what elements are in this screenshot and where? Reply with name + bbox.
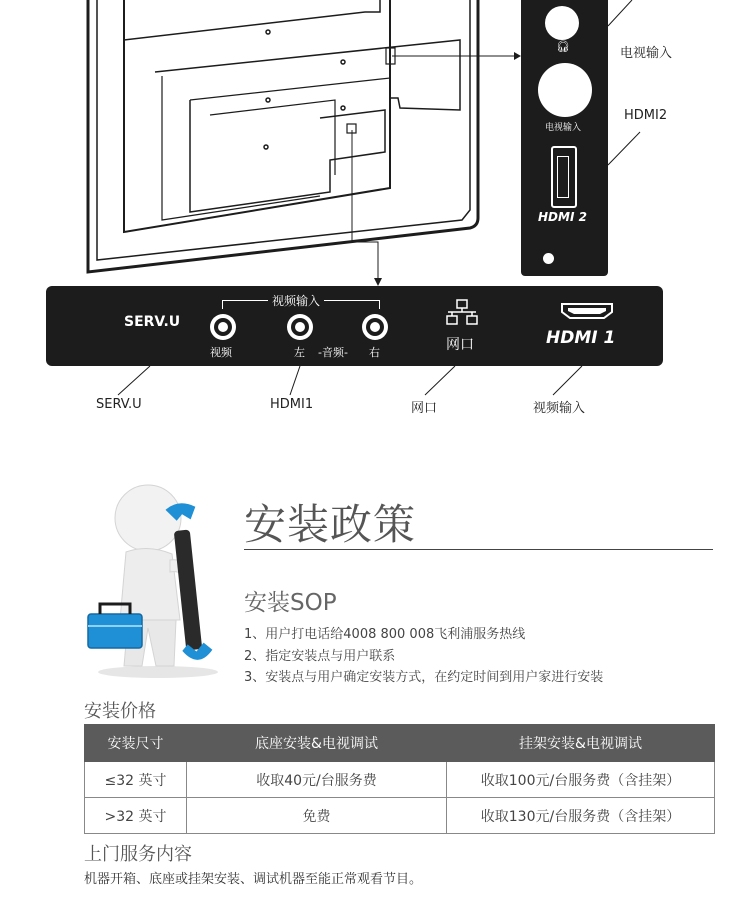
header-size: 安装尺寸 (85, 725, 187, 762)
row-2-base-price: 免费 (187, 798, 447, 834)
callout-hdmi1: HDMI1 (270, 397, 314, 412)
row-1-base-price: 收取40元/台服务费 (187, 762, 447, 798)
table-row (85, 798, 715, 834)
strip-video-input-label: 视频输入 (268, 292, 324, 309)
side-connector-panel (521, 0, 608, 276)
rca-audio-right-port (362, 314, 388, 340)
row-2-size: >32 英寸 (85, 798, 187, 834)
strip-serv-label: SERV.U (124, 314, 181, 330)
installer-figure-illustration (78, 480, 238, 680)
callout-line-video-input (553, 366, 582, 395)
strip-video-label: 视频 (210, 346, 232, 359)
price-title: 安装价格 (84, 701, 156, 722)
strip-hdmi1-logo: HDMI 1 (546, 328, 616, 348)
callout-line-hdmi1 (290, 366, 300, 395)
service-title: 上门服务内容 (84, 844, 192, 865)
price-table (84, 724, 715, 834)
price-table-header-row (85, 725, 715, 762)
headphone-icon: 🎧︎ (556, 40, 570, 53)
strip-network-label: 网口 (446, 337, 474, 353)
header-wall-install: 挂架安装&电视调试 (447, 725, 715, 762)
policy-title: 安装政策 (244, 500, 417, 549)
headphone-jack (545, 6, 579, 40)
callout-line-tv-input (608, 0, 632, 26)
hdmi2-port (551, 146, 577, 208)
callout-network: 网口 (411, 401, 438, 416)
network-icon (444, 298, 480, 328)
callout-video-input: 视频输入 (533, 401, 586, 416)
service-description: 机器开箱、底座或挂架安装、调试机器至能正常观看节目。 (84, 872, 423, 887)
side-panel-hdmi2-logo: HDMI 2 (538, 210, 587, 224)
callout-line-hdmi2 (608, 132, 640, 165)
callout-hdmi2: HDMI2 (624, 108, 668, 123)
rca-audio-left-port (287, 314, 313, 340)
header-base-install: 底座安装&电视调试 (187, 725, 447, 762)
side-panel-indicator-dot (543, 253, 554, 264)
hdmi1-port-icon (560, 302, 614, 320)
sop-step-1: 1、用户打电话给4008 800 008飞利浦服务热线 (244, 627, 526, 642)
policy-title-rule (244, 549, 713, 550)
arrowhead-strip (374, 278, 382, 286)
strip-audio-label: -音频- (318, 346, 348, 359)
sop-step-3: 3、安装点与用户确定安装方式，在约定时间到用户家进行安装 (244, 670, 604, 685)
bottom-connector-strip (46, 286, 663, 366)
figure-head (115, 485, 181, 551)
table-row (85, 762, 715, 798)
strip-left-label: 左 (294, 346, 305, 359)
tv-input-jack (538, 63, 592, 117)
rca-video-port (210, 314, 236, 340)
sop-step-2: 2、指定安装点与用户联系 (244, 649, 396, 664)
sop-title: 安装SOP (244, 590, 337, 616)
row-1-size: ≤32 英寸 (85, 762, 187, 798)
callout-tv-input: 电视输入 (620, 46, 673, 61)
arrowhead-side-panel (514, 52, 521, 60)
side-panel-tv-input-label: 电视输入 (545, 123, 582, 133)
row-2-wall-price: 收取130元/台服务费（含挂架） (447, 798, 715, 834)
strip-right-label: 右 (369, 346, 380, 359)
row-1-wall-price: 收取100元/台服务费（含挂架） (447, 762, 715, 798)
callout-serv: SERV.U (96, 397, 142, 412)
callout-line-serv (118, 366, 150, 395)
callout-line-network (425, 366, 455, 395)
